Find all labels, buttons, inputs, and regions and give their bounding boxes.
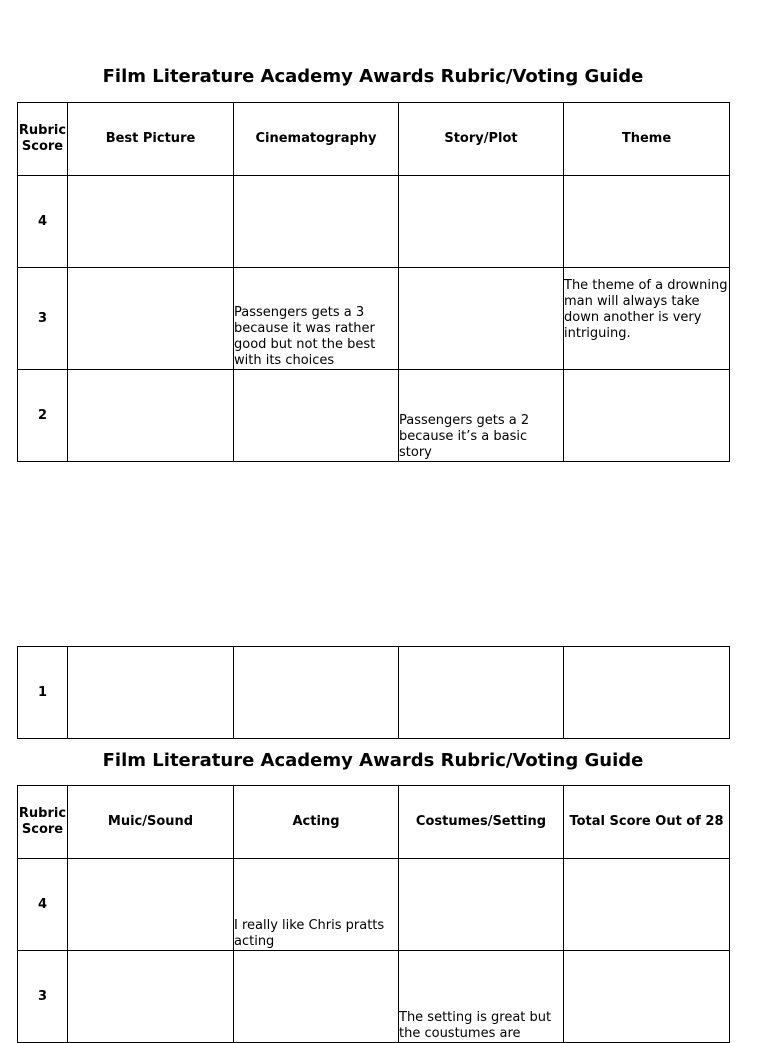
table-cell [564,859,730,951]
table-cell [399,176,564,268]
header-total-score: Total Score Out of 28 [564,786,730,859]
score-cell: 2 [18,370,68,462]
score-cell: 1 [18,647,68,739]
rubric-table-2 [17,785,730,1043]
table-cell [399,859,564,951]
table-cell [564,176,730,268]
score-cell: 4 [18,859,68,951]
table-row [18,647,730,739]
page-title: Film Literature Academy Awards Rubric/Voting Guide [102,66,644,87]
table-cell: The theme of a drowning man will always take down another is very intriguing. [564,268,730,370]
table-row [18,951,730,1043]
header-row [18,786,730,859]
table-cell [564,370,730,462]
header-story-plot: Story/Plot [399,103,564,176]
rubric-table-1 [17,102,730,462]
page-title-2: Film Literature Academy Awards Rubric/Voting Guide [102,750,644,771]
table-cell: I really like Chris pratts acting [234,859,399,951]
table-cell [234,176,399,268]
header-theme: Theme [564,103,730,176]
score-cell: 3 [18,268,68,370]
table-cell [68,268,234,370]
table-row [18,859,730,951]
table-cell: Passengers gets a 3 because it was rather good but not the best with its choices [234,268,399,370]
table-cell [68,370,234,462]
score-cell: 4 [18,176,68,268]
table-cell [68,647,234,739]
table-cell: Passengers gets a 2 because it’s a basic story [399,370,564,462]
header-acting: Acting [234,786,399,859]
header-rubric-score: Rubric Score [18,786,68,859]
header-row [18,103,730,176]
table-cell [399,647,564,739]
table-cell [234,951,399,1043]
table-cell [564,951,730,1043]
score-cell: 3 [18,951,68,1043]
table-row [18,370,730,462]
table-row [18,176,730,268]
header-rubric-score: Rubric Score [18,103,68,176]
rubric-table-1-continued [17,646,730,739]
table-cell: The setting is great but the coustumes are [399,951,564,1043]
table-cell [234,647,399,739]
header-best-picture: Best Picture [68,103,234,176]
header-music-sound: Muic/Sound [68,786,234,859]
table-row [18,268,730,370]
table-cell [564,647,730,739]
table-cell [234,370,399,462]
table-cell [399,268,564,370]
table-cell [68,951,234,1043]
table-cell [68,859,234,951]
table-cell [68,176,234,268]
header-cinematography: Cinematography [234,103,399,176]
header-costumes-setting: Costumes/Setting [399,786,564,859]
